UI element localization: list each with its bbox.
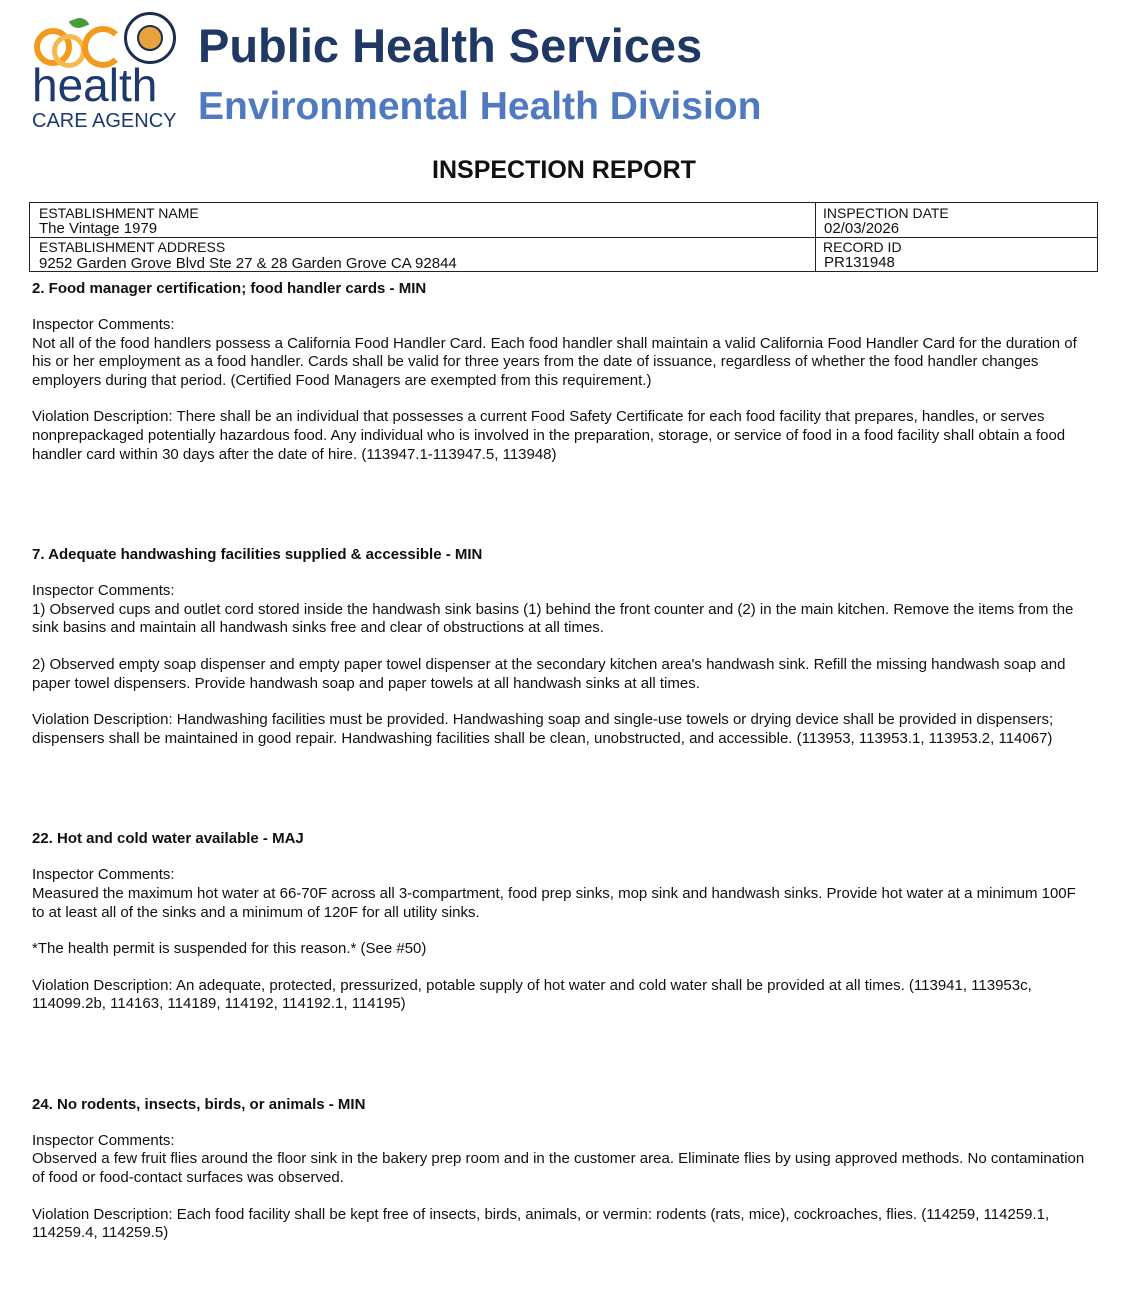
logo-agency-text: CARE AGENCY bbox=[32, 110, 177, 132]
seal-center-icon bbox=[137, 25, 163, 51]
inspector-comment: Observed a few fruit flies around the floor sink in the bakery prep room and in the customer area. Eliminate flies by using approved methods. No contamination of food or food-contact surfaces was observed. bbox=[32, 1150, 1085, 1187]
inspector-comments-label: Inspector Comments: bbox=[32, 316, 175, 333]
violation-description: Violation Description: Handwashing facilities must be provided. Handwashing soap and single-use towels or drying device shall be provided in dispensers; dispensers shall be maintained in good repair. Handwashing facilities shall be clean, unobstructed, and accessible. (113953, 113953.1, 113953.2, 114067) bbox=[32, 711, 1054, 747]
violation-section bbox=[32, 1096, 1092, 1243]
violation-heading: 22. Hot and cold water available - MAJ bbox=[32, 830, 304, 848]
establishment-address-label: ESTABLISHMENT ADDRESS bbox=[39, 239, 226, 255]
inspection-date-value: 02/03/2026 bbox=[824, 220, 900, 237]
violations-list bbox=[32, 280, 1092, 1243]
record-id-value: PR131948 bbox=[824, 254, 895, 271]
oc-health-care-agency-logo bbox=[30, 12, 180, 132]
table-divider bbox=[30, 237, 1097, 238]
inspector-comment: Not all of the food handlers possess a California Food Handler Card. Each food handler shall maintain a valid California Food Handler Card for the duration of his or her employment as a food handler. Cards shall be valid for three years from the date of issuance, regardless of whether the food handler changes employers during that period. (Certified Food Managers are exempted from this requirement.) bbox=[32, 334, 1077, 389]
record-id-label: RECORD ID bbox=[823, 239, 902, 255]
violation-heading: 24. No rodents, insects, birds, or animals - MIN bbox=[32, 1095, 366, 1113]
page-subtitle: Environmental Health Division bbox=[198, 85, 762, 128]
violation-description: Violation Description: Each food facility shall be kept free of insects, birds, animals, or vermin: rodents (rats, mice), cockroaches, flies. (114259, 114259.1, 114259.4, 114259.5) bbox=[32, 1205, 1050, 1242]
inspector-comment: 1) Observed cups and outlet cord stored inside the handwash sink basins (1) behind the front counter and (2) in the main kitchen. Remove the items from the sink basins and maintain all handwash sinks free and clear of obstructions at all times. bbox=[32, 600, 1074, 637]
leaf-icon bbox=[69, 15, 89, 31]
violation-description: Violation Description: There shall be an individual that possesses a current Food Safety Certificate for each food facility that prepares, handles, or serves nonprepackaged potentially hazardous food. Any individual who is involved in the preparation, storage, or service of food in a food facility shall obtain a food handler card within 30 days after the date of hire. (113947.1-113947.5, 113948) bbox=[32, 408, 1066, 463]
establishment-name-value: The Vintage 1979 bbox=[39, 220, 158, 237]
inspector-comment: Measured the maximum hot water at 66-70F across all 3-compartment, food prep sinks, mop sink and handwash sinks. Provide hot water at a minimum 100F to at least all of the sinks and a minimum of 120F for all utility sinks. bbox=[32, 884, 1076, 921]
violation-heading: 7. Adequate handwashing facilities supplied & accessible - MIN bbox=[32, 546, 483, 564]
page-title: Public Health Services bbox=[198, 19, 703, 72]
violation-description: Violation Description: An adequate, protected, pressurized, potable supply of hot water and cold water shall be provided at all times. (113941, 113953c, 114099.2b, 114163, 114189, 114192, 114192.1, 114195) bbox=[32, 976, 1032, 1013]
logo-health-text: health bbox=[32, 59, 158, 111]
violation-section bbox=[32, 280, 1092, 464]
establishment-info-table bbox=[29, 202, 1098, 272]
violation-heading: 2. Food manager certification; food handler cards - MIN bbox=[32, 280, 427, 297]
establishment-name-label: ESTABLISHMENT NAME bbox=[39, 205, 199, 221]
report-title: INSPECTION REPORT bbox=[432, 156, 696, 184]
violation-section bbox=[32, 546, 1092, 748]
inspector-comments-label: Inspector Comments: bbox=[32, 582, 175, 600]
inspection-date-label: INSPECTION DATE bbox=[823, 205, 949, 221]
inspector-comment: 2) Observed empty soap dispenser and empty paper towel dispenser at the secondary kitchen area's handwash sink. Refill the missing handwash soap and paper towel dispensers. Provide handwash soap and paper towels at all handwash sinks at all times. bbox=[32, 655, 1066, 692]
establishment-address-value: 9252 Garden Grove Blvd Ste 27 & 28 Garden Grove CA 92844 bbox=[39, 255, 457, 272]
county-seal-icon bbox=[124, 12, 176, 64]
inspector-comments-label: Inspector Comments: bbox=[32, 1131, 175, 1149]
inspector-comment: *The health permit is suspended for this reason.* (See #50) bbox=[32, 940, 427, 958]
violation-section bbox=[32, 830, 1092, 1014]
inspector-comments-label: Inspector Comments: bbox=[32, 866, 175, 884]
